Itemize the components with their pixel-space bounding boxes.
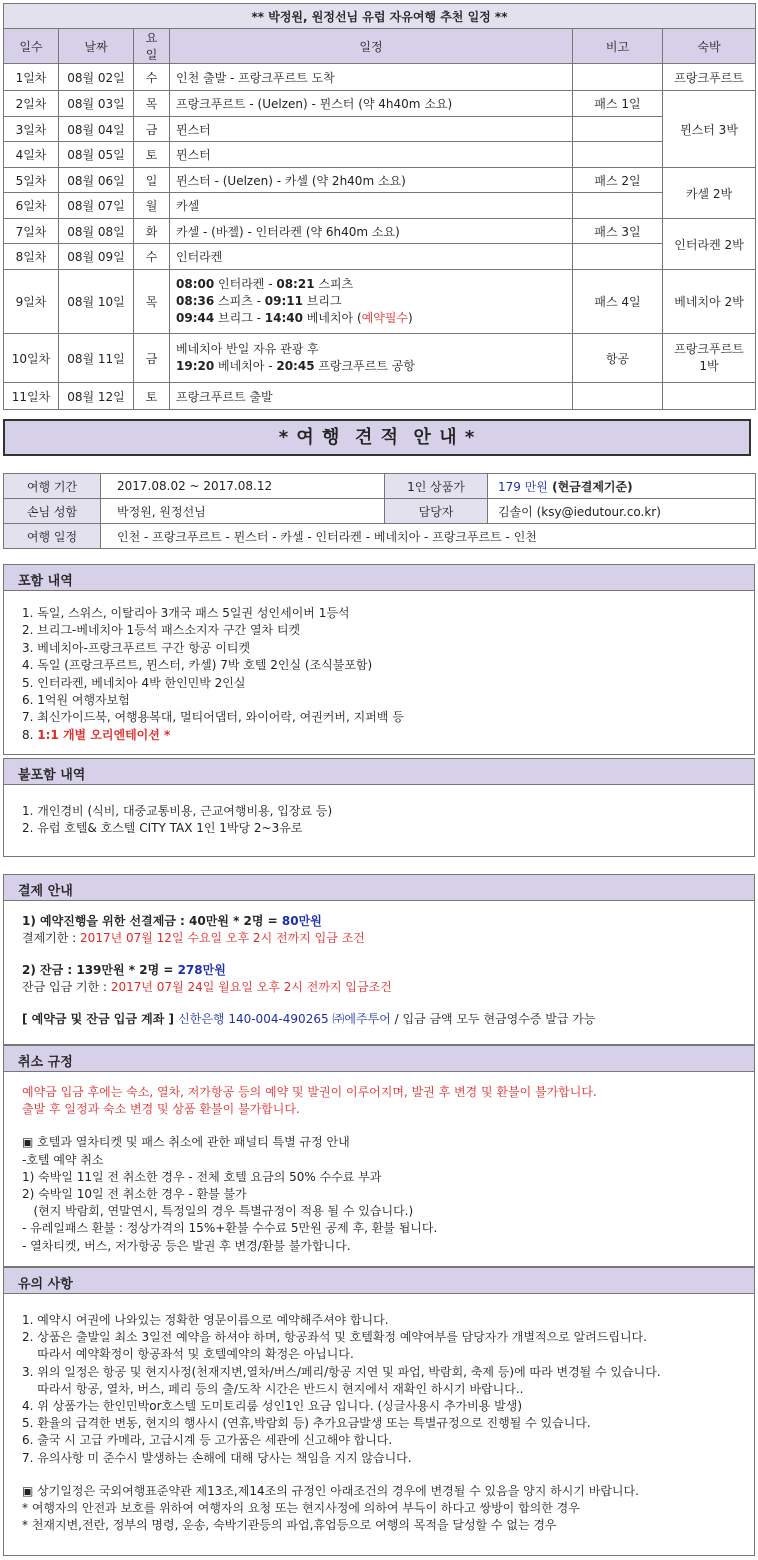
cell-weekday: 금 (134, 117, 170, 142)
list-item: 7. 최신가이드북, 여행용복대, 멀티어댑터, 와이어락, 여권커버, 지퍼백 등 (22, 710, 404, 725)
cell-date: 08월 03일 (59, 91, 134, 117)
note-item: 5. 환율의 급격한 변동, 현지의 행사시 (연휴,박람회 등) 추가요금발생 또는 특별규정으로 진행될 수 있습니다. (22, 1416, 591, 1431)
cell-plan (170, 270, 573, 334)
cell-weekday: 목 (134, 91, 170, 117)
cell-date: 08월 04일 (59, 117, 134, 142)
deposit-due-line: 결제기한 : 2017년 07월 12일 수요일 오후 2시 전까지 입금 조건 (22, 931, 365, 946)
excluded-body (3, 785, 755, 857)
cancel-body (3, 1072, 755, 1267)
header-date: 날짜 (59, 29, 134, 64)
cancel-rule: ▣ 호텔과 열차티켓 및 패스 취소에 관한 패널티 특별 규정 안내 (22, 1135, 350, 1150)
table-row (4, 168, 756, 193)
payment-header: 결제 안내 (3, 874, 755, 901)
deposit-total: 80만원 (281, 914, 322, 928)
header-note: 비고 (573, 29, 663, 64)
route-label: 여행 일정 (4, 524, 101, 549)
cell-date: 08월 09일 (59, 244, 134, 270)
cell-stay: 프랑크푸르트 1박 (663, 334, 756, 383)
cell-plan: 인천 출발 - 프랑크푸르트 도착 (170, 64, 573, 91)
cell-note (573, 142, 663, 168)
table-row (4, 383, 756, 410)
list-item: 6. 1억원 여행자보험 (22, 693, 130, 708)
cell-stay (663, 383, 756, 410)
customer-value: 박정원, 원정선님 (101, 499, 385, 524)
cell-date: 08월 02일 (59, 64, 134, 91)
note-item: 1. 예약시 여권에 나와있는 정확한 영문이름으로 예약해주셔야 합니다. (22, 1313, 389, 1327)
period-label: 여행 기간 (4, 474, 101, 499)
cell-note (573, 193, 663, 219)
cell-date: 08월 11일 (59, 334, 134, 383)
header-weekday: 요일 (134, 29, 170, 64)
cell-plan: 뮌스터 (170, 117, 573, 142)
cell-note (573, 117, 663, 142)
list-item: 1. 독일, 스위스, 이탈리아 3개국 패스 5일권 성인세이버 1등석 (22, 606, 350, 620)
notes-body (3, 1294, 755, 1556)
itinerary-header-row (4, 29, 756, 64)
cell-date: 08월 10일 (59, 270, 134, 334)
list-item: 1. 개인경비 (식비, 대중교통비용, 근교여행비용, 입장료 등) (22, 804, 333, 818)
cell-plan: 프랑크푸르트 - (Uelzen) - 뮌스터 (약 4h40m 소요) (170, 91, 573, 117)
cell-weekday: 토 (134, 383, 170, 410)
deposit-line: 1) 예약진행을 위한 선결제금 : 40만원 * 2명 = 80만원 (22, 914, 322, 928)
price-note: (현금결제기준) (547, 479, 633, 494)
cell-plan (170, 334, 573, 383)
cell-weekday: 화 (134, 219, 170, 244)
cell-weekday: 금 (134, 334, 170, 383)
cell-weekday: 목 (134, 270, 170, 334)
cell-stay: 뮌스터 3박 (663, 91, 756, 168)
cell-day: 9일차 (4, 270, 59, 334)
deposit-due: 2017년 07월 12일 수요일 오후 2시 전까지 입금 조건 (80, 931, 365, 946)
cell-note (573, 64, 663, 91)
excluded-header: 불포함 내역 (3, 758, 755, 785)
note-item: 7. 유의사항 미 준수시 발생하는 손해에 대해 당사는 책임을 지지 않습니다. (22, 1450, 412, 1465)
cell-date: 08월 05일 (59, 142, 134, 168)
cell-day: 2일차 (4, 91, 59, 117)
cell-date: 08월 07일 (59, 193, 134, 219)
cell-stay: 베네치아 2박 (663, 270, 756, 334)
plan-line: 08:00 인터라켄 - 08:21 스피츠 (176, 277, 354, 291)
price-cell (488, 474, 756, 499)
payment-body (3, 901, 755, 1045)
cell-day: 8일차 (4, 244, 59, 270)
header-day: 일수 (4, 29, 59, 64)
cell-date: 08월 08일 (59, 219, 134, 244)
cell-stay: 프랑크푸르트 (663, 64, 756, 91)
plan-line: 베네치아 반일 자유 관광 후 (176, 342, 319, 356)
note-extra: * 여행자의 안전과 보호를 위하여 여행자의 요청 또는 현지사정에 의하여 부득이 하다고 쌍방이 합의한 경우 (22, 1501, 580, 1516)
balance-due: 2017년 07월 24일 월요일 오후 2시 전까지 입금조건 (110, 980, 392, 995)
note-extra: * 천재지변,전란, 정부의 명령, 운송, 숙박기관등의 파업,휴업등으로 여행의 목적을 달성할 수 없는 경우 (22, 1518, 557, 1533)
cancel-rule: (현지 박람회, 연말연시, 특정일의 경우 특별규정이 적용 될 수 있습니다.) (22, 1204, 414, 1219)
included-header: 포함 내역 (3, 564, 755, 591)
cell-note: 패스 1일 (573, 91, 663, 117)
cell-day: 10일차 (4, 334, 59, 383)
cell-note: 항공 (573, 334, 663, 383)
cell-day: 11일차 (4, 383, 59, 410)
itinerary-title: ** 박정원, 원정선님 유럽 자유여행 추천 일정 ** (4, 4, 756, 29)
cell-date: 08월 12일 (59, 383, 134, 410)
cancel-warning: 출발 후 일정과 숙소 변경 및 상품 환불이 불가합니다. (22, 1102, 300, 1117)
reservation-required: 예약필수 (361, 311, 409, 325)
cell-weekday: 토 (134, 142, 170, 168)
cell-plan: 카셀 - (바젤) - 인터라켄 (약 6h40m 소요) (170, 219, 573, 244)
table-row (4, 270, 756, 334)
cell-day: 3일차 (4, 117, 59, 142)
list-item: 2. 유럽 호텔& 호스텔 CITY TAX 1인 1박당 2~3유로 (22, 821, 303, 836)
cell-plan: 뮌스터 - (Uelzen) - 카셀 (약 2h40m 소요) (170, 168, 573, 193)
cell-weekday: 수 (134, 64, 170, 91)
note-item: 따라서 예약확정이 항공좌석 및 호텔예약의 확정은 아닙니다. (22, 1347, 354, 1362)
cell-note (573, 244, 663, 270)
cell-note (573, 383, 663, 410)
cell-plan: 인터라켄 (170, 244, 573, 270)
header-stay: 숙박 (663, 29, 756, 64)
manager-label: 담당자 (385, 499, 488, 524)
note-item: 3. 위의 일정은 항공 및 현지사정(천재지변,열차/버스/페리/항공 지연 및 파업, 박람회, 축제 등)에 따라 변경될 수 있습니다. (22, 1364, 661, 1379)
cell-note: 패스 2일 (573, 168, 663, 193)
account-line: [ 예약금 및 잔금 입금 계좌 ] 신한은행 140-004-490265 ㈜에주투어 / 입금 금액 모두 현금영수증 발급 가능 (22, 1011, 596, 1026)
bank-account: 신한은행 140-004-490265 ㈜에주투어 (178, 1011, 391, 1026)
balance-total: 278만원 (177, 962, 226, 977)
quote-info-table (3, 473, 756, 549)
cell-day: 4일차 (4, 142, 59, 168)
table-row (4, 91, 756, 117)
table-row (4, 64, 756, 91)
list-item: 3. 베네치아-프랑크푸르트 구간 항공 이티켓 (22, 640, 251, 655)
price-value: 179 만원 (498, 479, 548, 494)
cell-plan: 뮌스터 (170, 142, 573, 168)
note-extra: ▣ 상기일정은 국외여행표준약관 제13조,제14조의 규정인 아래조건의 경우에 변경될 수 있음을 양지 하시기 바랍니다. (22, 1483, 639, 1498)
list-item: 2. 브리그-베네치아 1등석 패스소지자 구간 열차 티켓 (22, 623, 301, 638)
table-row (4, 334, 756, 383)
cell-stay: 카셀 2박 (663, 168, 756, 219)
table-row (4, 117, 756, 142)
itinerary-table (3, 3, 756, 410)
header-plan: 일정 (170, 29, 573, 64)
cell-weekday: 월 (134, 193, 170, 219)
table-row (4, 193, 756, 219)
balance-due-line: 잔금 입금 기한 : 2017년 07월 24일 월요일 오후 2시 전까지 입금조건 (22, 980, 392, 995)
quote-banner-title: * 여 행 견 적 안 내 * (278, 427, 476, 448)
cell-note: 패스 3일 (573, 219, 663, 244)
table-row (4, 142, 756, 168)
period-value: 2017.08.02 ~ 2017.08.12 (101, 474, 385, 499)
plan-line: 19:20 베네치아 - 20:45 프랑크푸르트 공항 (176, 359, 415, 373)
cell-weekday: 수 (134, 244, 170, 270)
plan-line: 09:44 브리그 - 14:40 베네치아 (예약필수) (176, 311, 413, 325)
price-label: 1인 상품가 (385, 474, 488, 499)
cancel-rule: 1) 숙박일 11일 전 취소한 경우 - 전체 호텔 요금의 50% 수수료 부과 (22, 1169, 382, 1184)
note-item: 2. 상품은 출발일 최소 3일전 예약을 하셔야 하며, 항공좌석 및 호텔확정 예약여부를 담당자가 개별적으로 알려드립니다. (22, 1330, 647, 1345)
cancel-rule: - 유레일패스 환불 : 정상가격의 15%+환불 수수료 5만원 공제 후, 환불 됩니다. (22, 1221, 438, 1236)
cancel-warning: 예약금 입금 후에는 숙소, 열차, 저가항공 등의 예약 및 발권이 이루어지며, 발권 후 변경 및 환불이 불가합니다. (22, 1085, 597, 1099)
cancel-rule: 2) 숙박일 10일 전 취소한 경우 - 환불 불가 (22, 1187, 247, 1202)
note-item: 따라서 항공, 열차, 버스, 페리 등의 출/도착 시간은 반드시 현지에서 재확인 하시기 바랍니다.. (22, 1381, 524, 1396)
cell-day: 6일차 (4, 193, 59, 219)
orientation-item: 1:1 개별 오리엔테이션 * (37, 727, 171, 742)
route-value: 인천 - 프랑크푸르트 - 뮌스터 - 카셀 - 인터라켄 - 베네치아 - 프랑크푸르트 - 인천 (101, 524, 756, 549)
cancel-rule: -호텔 예약 취소 (22, 1152, 104, 1167)
table-row (4, 219, 756, 244)
note-item: 6. 출국 시 고급 카메라, 고급시계 등 고가품은 세관에 신고해야 합니다. (22, 1433, 393, 1448)
quote-banner (3, 419, 751, 456)
cell-stay: 인터라켄 2박 (663, 219, 756, 270)
manager-value: 김솔이 (ksy@iedutour.co.kr) (488, 499, 756, 524)
table-row (4, 244, 756, 270)
cancel-rule: - 열차티켓, 버스, 저가항공 등은 발권 후 변경/환불 불가합니다. (22, 1238, 351, 1253)
cell-plan: 프랑크푸르트 출발 (170, 383, 573, 410)
plan-line: 08:36 스피츠 - 09:11 브리그 (176, 294, 342, 308)
customer-label: 손님 성함 (4, 499, 101, 524)
cell-date: 08월 06일 (59, 168, 134, 193)
cell-weekday: 일 (134, 168, 170, 193)
cancel-header: 취소 규정 (3, 1045, 755, 1072)
list-item: 8. 1:1 개별 오리엔테이션 * (22, 727, 171, 742)
note-item: 4. 위 상품가는 한인민박or호스텔 도미토리룸 성인1인 요금 입니다. (싱글사용시 추가비용 발생) (22, 1399, 522, 1414)
cell-day: 1일차 (4, 64, 59, 91)
cell-day: 5일차 (4, 168, 59, 193)
balance-line: 2) 잔금 : 139만원 * 2명 = 278만원 (22, 962, 226, 977)
list-item: 4. 독일 (프랑크푸르트, 뮌스터, 카셀) 7박 호텔 2인실 (조식불포함) (22, 658, 373, 673)
notes-header: 유의 사항 (3, 1267, 755, 1294)
cell-note: 패스 4일 (573, 270, 663, 334)
included-body (3, 591, 755, 755)
cell-plan: 카셀 (170, 193, 573, 219)
cell-day: 7일차 (4, 219, 59, 244)
list-item: 5. 인터라켄, 베네치아 4박 한인민박 2인실 (22, 675, 246, 690)
